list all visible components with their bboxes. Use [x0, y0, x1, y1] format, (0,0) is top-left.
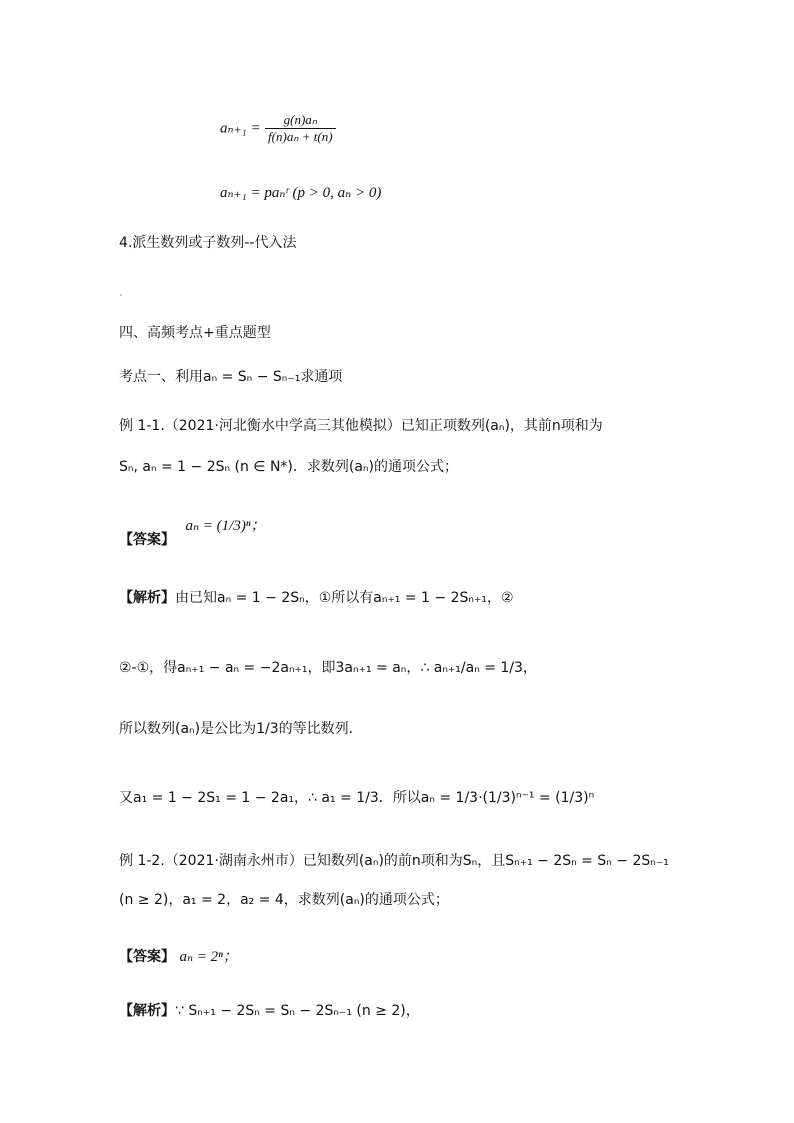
- formula-denominator: f(n)aₙ + t(n): [268, 129, 333, 144]
- analysis-text: ∵ Sₙ₊₁ − 2Sₙ = Sₙ − 2Sₙ₋₁ (n ≥ 2)，: [175, 1003, 420, 1019]
- stray-mark: [120, 294, 122, 296]
- example-1-1-line2: Sₙ, aₙ = 1 − 2Sₙ (n ∈ N*)．求数列(aₙ)的通项公式；: [119, 459, 458, 475]
- formula-lhs: aₙ₊₁ =: [220, 120, 261, 137]
- analysis-1-line3: 所以数列(aₙ)是公比为1/3的等比数列．: [119, 721, 363, 737]
- answer-formula: aₙ = (1/3)ⁿ；: [185, 518, 266, 534]
- formula-recurrence-fraction: [220, 112, 336, 145]
- analysis-label: 【解析】: [119, 590, 175, 606]
- kaodian-1-title: 考点一、利用aₙ = Sₙ − Sₙ₋₁求通项: [119, 369, 343, 385]
- answer-label: 【答案】: [119, 532, 175, 548]
- analysis-label: 【解析】: [119, 1003, 175, 1019]
- example-1-2-line1: 例 1-2.（2021·湖南永州市）已知数列(aₙ)的前n项和为Sₙ，且Sₙ₊₁ − 2Sₙ = Sₙ − 2Sₙ₋₁: [119, 853, 669, 869]
- analysis-2-line1: [119, 1001, 420, 1021]
- analysis-1-line2: ②-①，得aₙ₊₁ − aₙ = −2aₙ₊₁，即3aₙ₊₁ = aₙ，∴ aₙ₊₁/aₙ = 1/3，: [119, 660, 537, 676]
- analysis-text: 由已知aₙ = 1 − 2Sₙ，①所以有aₙ₊₁ = 1 − 2Sₙ₊₁，②: [175, 590, 514, 606]
- answer-2: [119, 947, 238, 967]
- analysis-1-line1: [119, 588, 514, 608]
- section-item-4: 4.派生数列或子数列--代入法: [119, 235, 297, 251]
- example-1-2-line2: (n ≥ 2)，a₁ = 2，a₂ = 4，求数列(aₙ)的通项公式；: [119, 892, 449, 908]
- answer-label: 【答案】: [119, 949, 175, 965]
- analysis-1-line4: 又a₁ = 1 − 2S₁ = 1 − 2a₁，∴ a₁ = 1/3．所以aₙ = 1/3·(1/3)ⁿ⁻¹ = (1/3)ⁿ: [119, 790, 595, 806]
- answer-formula: aₙ = 2ⁿ；: [179, 949, 238, 965]
- example-1-1-line1: 例 1-1.（2021·河北衡水中学高三其他模拟）已知正项数列(aₙ)，其前n项和为: [119, 418, 603, 434]
- formula-fraction: [265, 112, 336, 145]
- formula-numerator: g(n)aₙ: [265, 112, 336, 129]
- formula-power-recurrence: aₙ₊₁ = paₙʳ (p > 0, aₙ > 0): [220, 185, 382, 201]
- section-heading-4: 四、高频考点+重点题型: [119, 325, 271, 341]
- answer-1: [119, 518, 266, 550]
